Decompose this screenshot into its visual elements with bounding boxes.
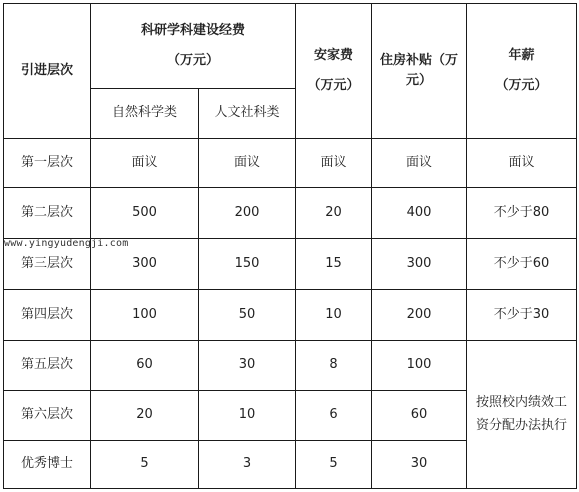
cell-level: 第三层次 (4, 239, 91, 290)
cell-level: 第五层次 (4, 341, 91, 391)
cell-level: 第一层次 (4, 139, 91, 188)
cell-salary: 不少于60 (467, 239, 577, 290)
cell-humanities: 10 (199, 391, 296, 441)
cell-salary: 不少于80 (467, 188, 577, 239)
cell-humanities: 面议 (199, 139, 296, 188)
cell-natural: 300 (91, 239, 199, 290)
cell-humanities: 50 (199, 290, 296, 341)
cell-housing: 60 (372, 391, 467, 441)
cell-salary: 不少于30 (467, 290, 577, 341)
cell-housing: 100 (372, 341, 467, 391)
cell-natural: 20 (91, 391, 199, 441)
cell-level: 优秀博士 (4, 441, 91, 489)
header-settlement (296, 4, 372, 139)
cell-salary-merged-note: 按照校内绩效工资分配办法执行 (467, 341, 577, 489)
header-salary-unit: （万元） (495, 78, 548, 93)
header-humanities: 人文社科类 (199, 89, 296, 139)
header-level: 引进层次 (4, 4, 91, 139)
header-housing: 住房补贴（万元） (372, 4, 467, 139)
cell-housing: 30 (372, 441, 467, 489)
cell-natural: 60 (91, 341, 199, 391)
header-settlement-unit: （万元） (307, 78, 360, 93)
table-row (4, 341, 577, 391)
watermark-url: www.yingyudengji.com (4, 238, 129, 249)
cell-housing: 面议 (372, 139, 467, 188)
cell-level: 第二层次 (4, 188, 91, 239)
cell-settle: 面议 (296, 139, 372, 188)
header-settlement-title: 安家费 (314, 47, 354, 63)
cell-humanities: 3 (199, 441, 296, 489)
cell-housing: 300 (372, 239, 467, 290)
cell-settle: 8 (296, 341, 372, 391)
header-research-funding (91, 4, 296, 89)
header-salary (467, 4, 577, 139)
cell-settle: 6 (296, 391, 372, 441)
cell-natural: 5 (91, 441, 199, 489)
cell-humanities: 30 (199, 341, 296, 391)
cell-humanities: 150 (199, 239, 296, 290)
header-natural-science: 自然科学类 (91, 89, 199, 139)
cell-settle: 10 (296, 290, 372, 341)
cell-settle: 20 (296, 188, 372, 239)
cell-natural: 500 (91, 188, 199, 239)
cell-settle: 5 (296, 441, 372, 489)
header-salary-title: 年薪 (508, 47, 535, 63)
table-row (4, 188, 577, 239)
table-row (4, 290, 577, 341)
cell-level: 第四层次 (4, 290, 91, 341)
cell-natural: 100 (91, 290, 199, 341)
cell-salary: 面议 (467, 139, 577, 188)
cell-housing: 200 (372, 290, 467, 341)
table-row (4, 139, 577, 188)
cell-natural: 面议 (91, 139, 199, 188)
header-research-unit: （万元） (167, 53, 220, 68)
header-research-title: 科研学科建设经费 (141, 22, 246, 38)
cell-level: 第六层次 (4, 391, 91, 441)
cell-housing: 400 (372, 188, 467, 239)
cell-settle: 15 (296, 239, 372, 290)
cell-humanities: 200 (199, 188, 296, 239)
